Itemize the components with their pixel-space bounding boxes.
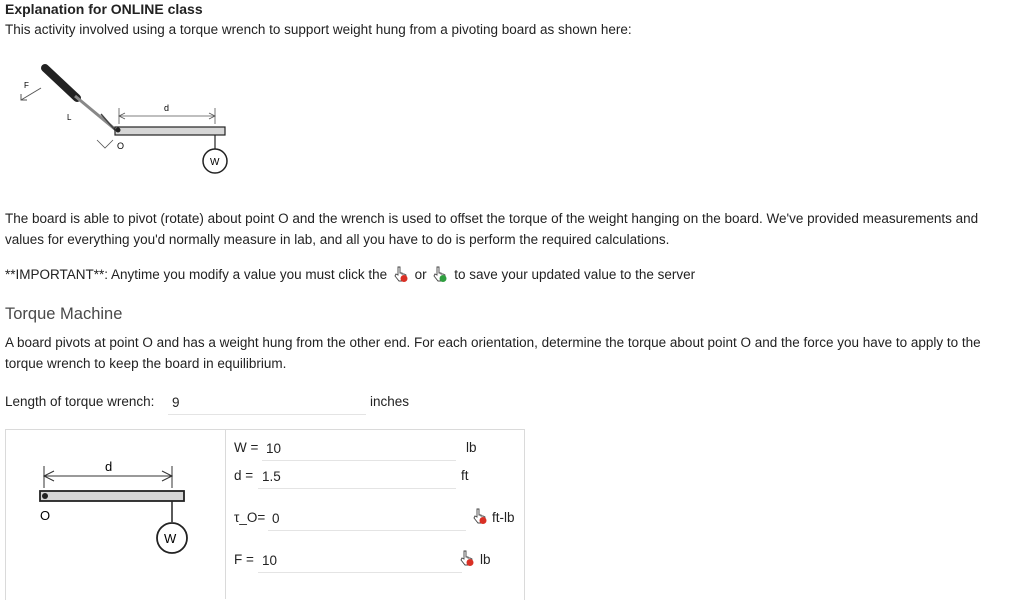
section-description: A board pivots at point O and has a weight hung from the other end. For each orientation, determine the torque about point O and the force you have to apply to the torque wrench to keep the board in equilibrium. <box>5 335 981 371</box>
explanation-paragraph: The board is able to pivot (rotate) about point O and the wrench is used to offset the torque of the weight hanging on the board. We've provided measurements and values for everything you'd normally measure in lab, and all you have to do is perform the required calculations. <box>5 211 979 247</box>
diagram-label-d: d <box>105 459 113 474</box>
section-title: Torque Machine <box>5 305 123 323</box>
d-label: d = <box>234 468 254 483</box>
hand-pointer-green-icon <box>432 266 448 289</box>
wrench-length-input[interactable] <box>168 390 366 415</box>
weight-input[interactable] <box>262 436 456 461</box>
board-weight-diagram <box>28 452 208 556</box>
f-unit: lb <box>480 552 491 567</box>
pivot-dot <box>42 493 48 499</box>
diagram-label-w: W <box>210 157 220 168</box>
important-prefix: **IMPORTANT**: Anytime you modify a value you must click the <box>5 267 388 282</box>
force-input[interactable] <box>258 548 462 573</box>
diagram-label-d: d <box>164 103 170 113</box>
table-divider <box>225 429 226 599</box>
wrench-handle <box>45 68 77 98</box>
diagram-label-f: F <box>24 81 29 90</box>
save-torque-icon[interactable] <box>472 508 488 528</box>
diagram-label-o: O <box>40 508 51 523</box>
distance-input[interactable] <box>258 464 456 489</box>
torque-label: τ_O= <box>234 510 266 525</box>
pivot-dot <box>116 128 121 133</box>
f-label: F = <box>234 552 254 567</box>
wrench-board-diagram <box>15 58 235 180</box>
torque-unit: ft-lb <box>492 510 515 525</box>
w-unit: lb <box>466 440 477 455</box>
important-or: or <box>414 267 427 282</box>
torque-input[interactable] <box>268 506 466 531</box>
hand-pointer-red-icon <box>393 266 409 289</box>
board <box>115 127 225 135</box>
wrench-length-label: Length of torque wrench: <box>5 394 155 409</box>
wrench-length-unit: inches <box>370 394 410 409</box>
wrench-indicator <box>101 114 115 130</box>
important-suffix: to save your updated value to the server <box>454 267 696 282</box>
page-title: Explanation for ONLINE class <box>5 1 203 17</box>
save-force-icon[interactable] <box>459 550 475 570</box>
diagram-label-l: L <box>67 113 72 122</box>
diagram-label-o: O <box>117 141 125 151</box>
intro-text: This activity involved using a torque wrench to support weight hung from a pivoting board as shown here: <box>5 22 632 37</box>
important-note <box>5 264 1010 289</box>
board <box>40 491 184 501</box>
rotation-arrow <box>97 140 113 148</box>
diagram-label-w: W <box>164 531 177 546</box>
d-unit: ft <box>461 468 469 483</box>
w-label: W = <box>234 440 259 455</box>
